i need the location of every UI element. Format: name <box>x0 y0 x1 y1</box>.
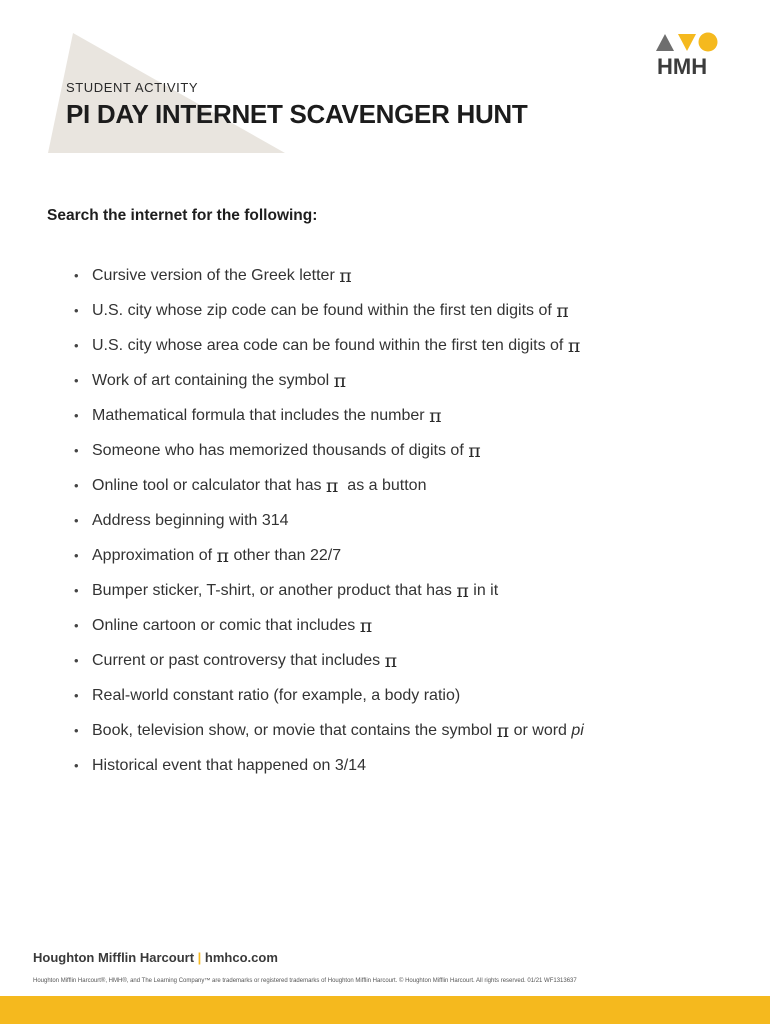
company-name: Houghton Mifflin Harcourt <box>33 950 195 965</box>
item-text: Cursive version of the Greek letter <box>92 266 340 284</box>
bullet-icon: • <box>74 653 79 668</box>
pi-symbol: π <box>496 719 510 742</box>
item-text: Mathematical formula that includes the number <box>92 406 430 424</box>
item-text: Address beginning with 314 <box>92 511 289 529</box>
bullet-icon: • <box>74 723 79 738</box>
item-text: Real-world constant ratio (for example, a body ratio) <box>92 686 461 704</box>
bullet-icon: • <box>74 513 79 528</box>
bullet-icon: • <box>74 618 79 633</box>
list-item <box>74 363 584 398</box>
pi-symbol: π <box>429 404 442 427</box>
item-text: Current or past controversy that includes <box>92 651 385 669</box>
pi-symbol: π <box>456 579 469 602</box>
item-text-suffix: or word <box>509 721 572 739</box>
legal-notice: Houghton Mifflin Harcourt®, HMH®, and The Learning Company™ are trademarks or registered trademarks of Houghton Mifflin Harcourt. © Houghton Mifflin Harcourt. All rights reserved. 01/21 WF1313637 <box>33 978 577 984</box>
list-item <box>74 643 584 678</box>
bullet-icon: • <box>74 478 79 493</box>
list-item <box>74 678 584 713</box>
item-text: Work of art containing the symbol <box>92 371 334 389</box>
list-item <box>74 328 584 363</box>
pi-symbol: π <box>567 334 581 357</box>
hmh-logo-shapes-icon <box>654 32 720 52</box>
pi-symbol: π <box>339 264 352 287</box>
list-item <box>74 608 584 643</box>
bullet-icon: • <box>74 548 79 563</box>
footer-brand <box>33 950 278 965</box>
item-text: Bumper sticker, T-shirt, or another product that has <box>92 581 457 599</box>
pi-symbol: π <box>359 614 373 637</box>
instructions: Search the internet for the following: <box>47 207 318 224</box>
list-item <box>74 538 584 573</box>
item-text: U.S. city whose zip code can be found within the first ten digits of <box>92 301 557 319</box>
bullet-icon: • <box>74 373 79 388</box>
list-item <box>74 293 584 328</box>
item-text: U.S. city whose area code can be found within the first ten digits of <box>92 336 568 354</box>
section-kicker: STUDENT ACTIVITY <box>66 80 199 95</box>
item-text: Approximation of <box>92 546 217 564</box>
page-title: PI DAY INTERNET SCAVENGER HUNT <box>66 99 528 129</box>
bottom-accent-bar <box>0 996 770 1024</box>
logo-text: HMH <box>657 54 708 79</box>
bullet-icon: • <box>74 688 79 703</box>
item-text: Book, television show, or movie that contains the symbol <box>92 721 497 739</box>
bullet-icon: • <box>74 408 79 423</box>
company-url: hmhco.com <box>204 950 278 965</box>
list-item <box>74 503 584 538</box>
bullet-icon: • <box>74 758 79 773</box>
item-text: Online cartoon or comic that includes <box>92 616 360 634</box>
item-text: Historical event that happened on 3/14 <box>92 756 366 774</box>
item-italic-word: pi <box>571 721 584 739</box>
bullet-icon: • <box>74 268 79 283</box>
list-item <box>74 433 584 468</box>
list-item <box>74 258 584 293</box>
hmh-logo <box>654 32 720 80</box>
pi-symbol: π <box>333 369 347 392</box>
list-item <box>74 468 584 503</box>
bullet-icon: • <box>74 443 79 458</box>
item-text-suffix: in it <box>468 581 499 599</box>
list-item <box>74 398 584 433</box>
bullet-icon: • <box>74 338 79 353</box>
scavenger-hunt-list <box>74 258 584 783</box>
list-item <box>74 713 584 748</box>
item-text: Someone who has memorized thousands of digits of <box>92 441 469 459</box>
item-text-suffix: other than 22/7 <box>229 546 342 564</box>
item-text: Online tool or calculator that has <box>92 476 326 494</box>
bullet-icon: • <box>74 583 79 598</box>
list-item <box>74 748 584 783</box>
list-item <box>74 573 584 608</box>
pi-symbol: π <box>384 649 398 672</box>
pi-symbol: π <box>468 439 481 462</box>
bullet-icon: • <box>74 303 79 318</box>
pi-symbol: π <box>325 474 339 497</box>
pi-symbol: π <box>556 299 569 322</box>
pi-symbol: π <box>216 544 230 567</box>
footer-separator: | <box>197 950 202 965</box>
item-text-suffix: as a button <box>338 476 427 494</box>
